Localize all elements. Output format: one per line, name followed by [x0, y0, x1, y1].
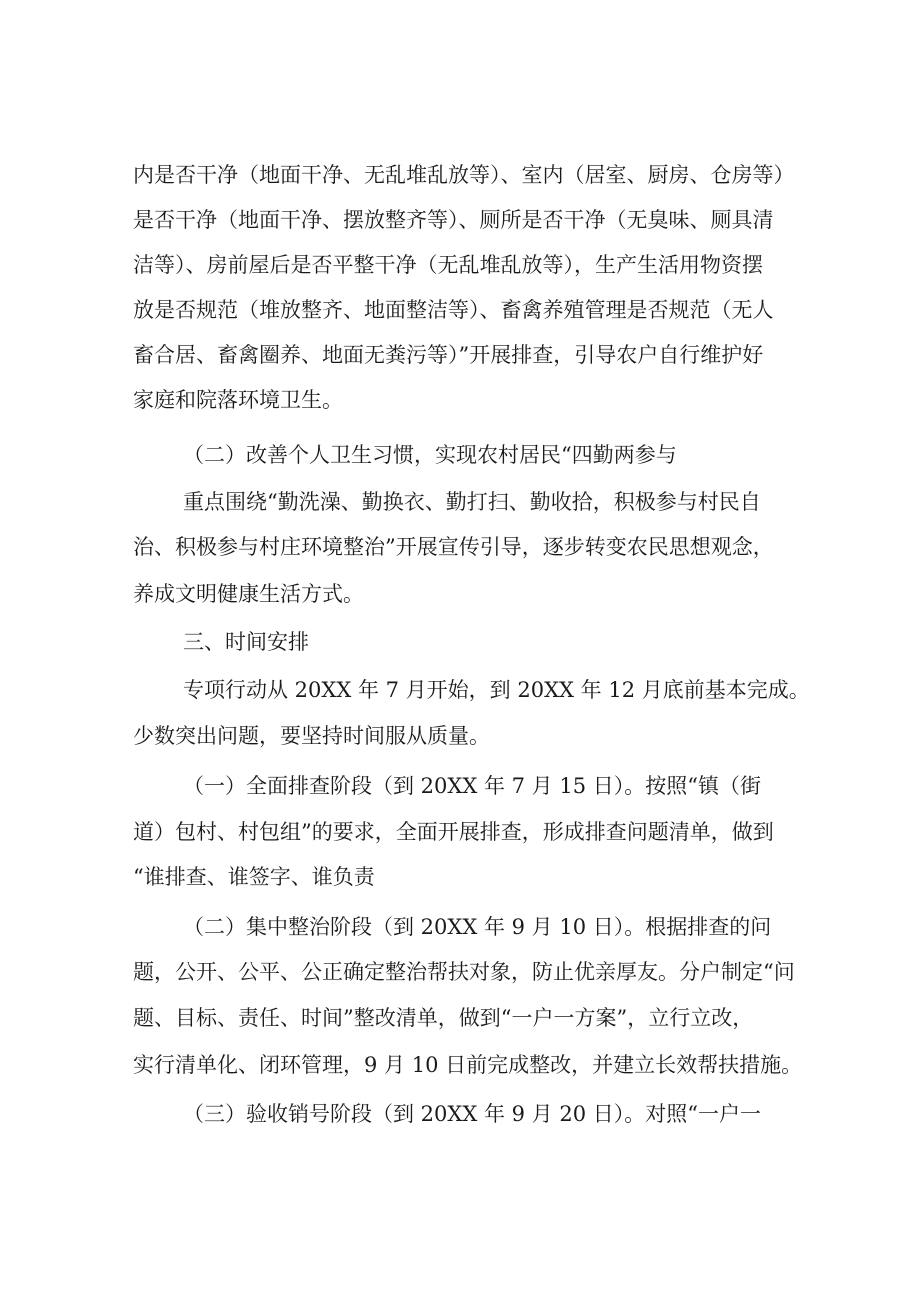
body-text-line: 畜合居、畜禽圈养、地面无粪污等）”开展排查，引导农户自行维护好: [133, 343, 764, 367]
body-text-line: 实行清单化、闭环管理，9 月 10 日前完成整改，并建立长效帮扶措施。: [133, 1053, 803, 1077]
body-text-line: 题，公开、公平、公正确定整治帮扶对象，防止优亲厚友。分户制定“问: [133, 960, 795, 984]
body-text-line: 是否干净（地面干净、摆放整齐等）、厕所是否干净（无臭味、厕具清: [133, 208, 774, 232]
section-heading: （二）改善个人卫生习惯，实现农村居民“四勤两参与: [183, 443, 677, 467]
body-text-line: 治、积极参与村庄环境整治”开展宣传引导，逐步转变农民思想观念，: [133, 535, 774, 559]
body-text-line: 重点围绕“勤洗澡、勤换衣、勤打扫、勤收拾，积极参与村民自: [183, 490, 761, 514]
body-text-line: （一）全面排查阶段（到 20XX 年 7 月 15 日）。按照“镇（街: [183, 774, 761, 798]
body-text-line: 题、目标、责任、时间”整改清单，做到“一户一方案”，立行立改，: [133, 1006, 754, 1030]
body-text-line: 道）包村、村包组”的要求，全面开展排查，形成排查问题清单，做到: [133, 820, 774, 844]
section-heading: 三、时间安排: [183, 630, 309, 654]
body-text-line: 专项行动从 20XX 年 7 月开始，到 20XX 年 12 月底前基本完成。: [183, 678, 810, 702]
body-text-line: （二）集中整治阶段（到 20XX 年 9 月 10 日）。根据排查的问: [183, 915, 772, 939]
body-text-line: 放是否规范（堆放整齐、地面整洁等）、畜禽养殖管理是否规范（无人: [133, 298, 774, 322]
body-text-line: 少数突出问题，要坚持时间服从质量。: [133, 724, 490, 748]
body-text-line: 内是否干净（地面干净、无乱堆乱放等）、室内（居室、厨房、仓房等）: [133, 163, 795, 187]
body-text-line: “谁排查、谁签字、谁负责: [133, 865, 375, 889]
body-text-line: 洁等）、房前屋后是否平整干净（无乱堆乱放等），生产生活用物资摆: [133, 253, 763, 277]
body-text-line: 养成文明健康生活方式。: [133, 582, 364, 606]
body-text-line: （三）验收销号阶段（到 20XX 年 9 月 20 日）。对照“一户一: [183, 1102, 761, 1126]
body-text-line: 家庭和院落环境卫生。: [133, 388, 343, 412]
